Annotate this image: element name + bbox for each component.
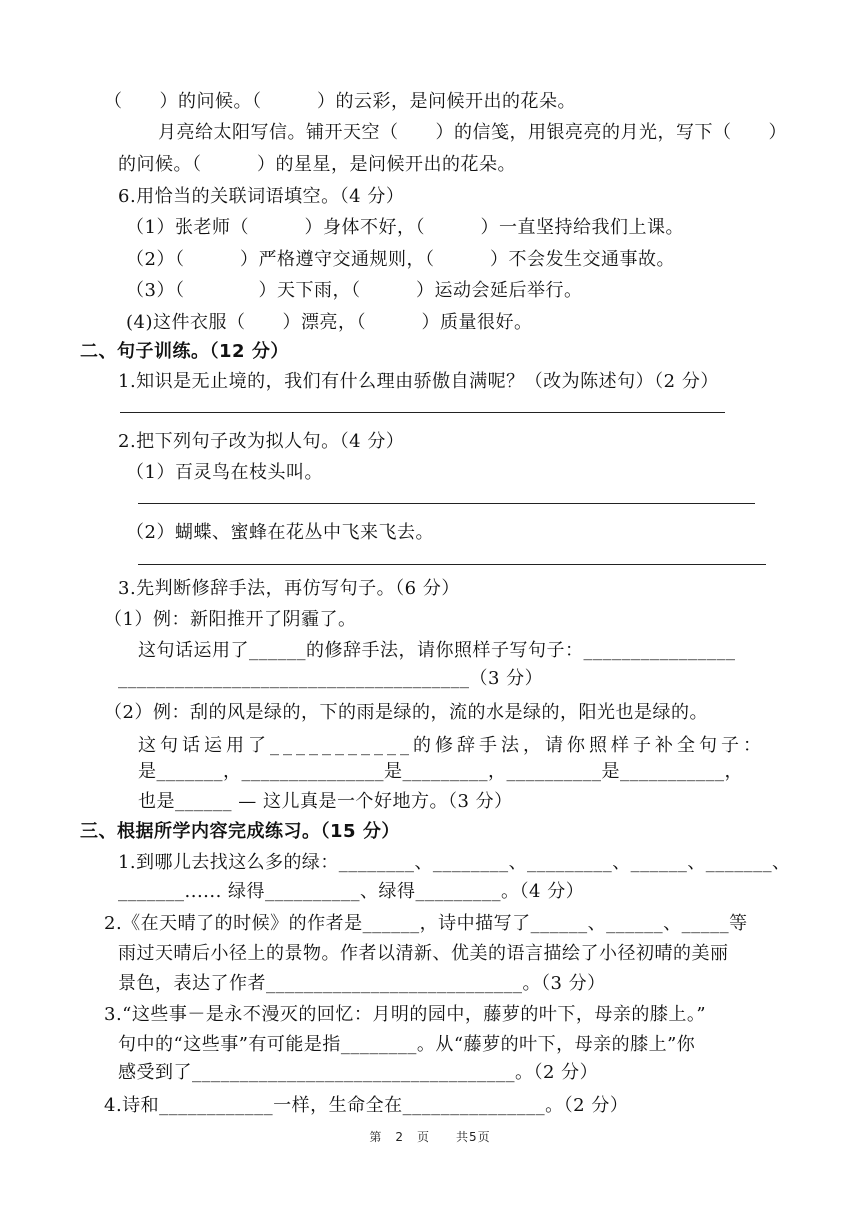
answer-line xyxy=(138,564,766,565)
section-2-question-3-2-prompt: 这句话运用了___________的修辞手法，请你照样子补全句子： xyxy=(138,735,765,756)
section-3-question-2-a: 2.《在天晴了的时候》的作者是______，诗中描写了______、______、_____等 xyxy=(104,913,748,934)
section-2-question-3-2-fill: 是_______，_______________是_________，__________是___________， xyxy=(138,761,743,782)
section-3-question-1-a: 1.到哪儿去找这么多的绿：________、________、_________、______、_______、 xyxy=(118,852,791,873)
answer-line xyxy=(120,412,725,413)
question-6-item-3: （3）（ ）天下雨，（ ）运动会延后举行。 xyxy=(126,280,583,301)
poem-line-3: 的问候。（ ）的星星，是问候开出的花朵。 xyxy=(118,154,516,175)
section-2-question-2: 2.把下列句子改为拟人句。（4 分） xyxy=(118,431,405,452)
section-2-question-2-b: （2）蝴蝶、蜜蜂在花丛中飞来飞去。 xyxy=(126,522,434,543)
section-3-question-4: 4.诗和____________一样，生命全在_______________。（2 分） xyxy=(104,1095,629,1116)
section-2-question-3: 3.先判断修辞手法，再仿写句子。（6 分） xyxy=(118,578,460,599)
section-3-question-3-a: 3.“这些事－是永不漫灭的回忆：月明的园中，藤萝的叶下，母亲的膝上。” xyxy=(104,1004,707,1025)
section-2-question-3-example-2: （2）例：刮的风是绿的，下的雨是绿的，流的水是绿的，阳光也是绿的。 xyxy=(104,702,708,723)
section-2-heading: 二、句子训练。（12 分） xyxy=(80,341,289,362)
section-3-question-3-b: 句中的“这些事”有可能是指________。从“藤萝的叶下，母亲的膝上”你 xyxy=(118,1034,696,1055)
answer-line xyxy=(138,503,755,504)
poem-line-1: （ ）的问候。（ ）的云彩，是问候开出的花朵。 xyxy=(104,91,576,112)
question-6-item-1: （1）张老师（ ）身体不好，（ ）一直坚持给我们上课。 xyxy=(126,217,684,238)
section-2-question-1: 1.知识是无止境的，我们有什么理由骄傲自满呢？（改为陈述句）（2 分） xyxy=(118,371,719,392)
question-6-title: 6.用恰当的关联词语填空。（4 分） xyxy=(118,186,405,207)
section-3-question-1-b: _______...... 绿得__________、绿得_________。（4 分） xyxy=(118,881,585,902)
question-6-item-2: （2）（ ）严格遵守交通规则，（ ）不会发生交通事故。 xyxy=(126,249,675,270)
section-2-question-3-example-1: （1）例：新阳推开了阴霾了。 xyxy=(104,609,357,630)
question-6-item-4: (4)这件衣服（ ）漂亮，（ ）质量很好。 xyxy=(126,312,533,333)
page-footer: 第 2 页 共5页 xyxy=(369,1130,491,1144)
section-2-question-2-a: （1）百灵鸟在枝头叫。 xyxy=(126,462,323,483)
section-3-heading: 三、根据所学内容完成练习。（15 分） xyxy=(80,821,400,842)
section-3-question-3-c: 感受到了__________________________________。（2 分） xyxy=(118,1062,599,1083)
section-2-question-3-2-end: 也是______ — 这儿真是一个好地方。（3 分） xyxy=(138,791,513,812)
poem-line-2: 月亮给太阳写信。铺开天空（ ）的信笺，用银亮亮的月光，写下（ ） xyxy=(158,122,787,143)
section-2-question-3-1-answer: _____________________________________（3 分） xyxy=(118,668,544,689)
section-2-question-3-1-prompt: 这句话运用了______的修辞手法，请你照样子写句子：________________ xyxy=(138,640,736,661)
section-3-question-2-b: 雨过天晴后小径上的景物。作者以清新、优美的语言描绘了小径初晴的美丽 xyxy=(118,943,729,964)
section-3-question-2-c: 景色，表达了作者___________________________。（3 分） xyxy=(118,973,606,994)
